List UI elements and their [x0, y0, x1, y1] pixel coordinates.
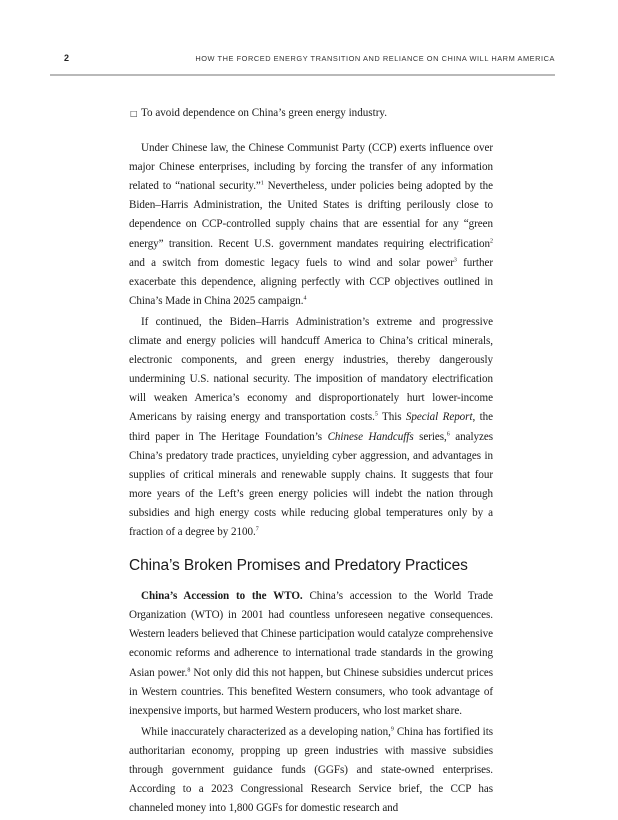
text-run: While inaccurately characterized as a developing nation,: [141, 725, 391, 738]
footnote-ref[interactable]: 7: [255, 526, 259, 533]
text-run: Nevertheless, under policies being adopted by the Biden–Harris Administration, the United States is drifting perilously close to dependence on CCP-controlled supply chains that are essential for any “green energy” transition. Recent U.S. government mandates requiring electrification: [129, 180, 493, 250]
text-run: series,: [413, 430, 447, 443]
footnote-ref[interactable]: 6: [446, 430, 450, 437]
text-run: Under Chinese law, the Chinese Communist Party (CCP) exerts influence over major Chinese enterprises, including by forcing the transfer of any information related to “national security.”: [129, 142, 493, 193]
paragraph-4: [129, 723, 493, 818]
run-in-heading: China’s Accession to the WTO.: [141, 590, 303, 603]
text-run: If continued, the Biden–Harris Administration’s extreme and progressive climate and energy policies will handcuff America to China’s critical minerals, electronic components, and green energy industries, thereby dangerously undermining U.S. national security. The imposition of mandatory electrification will weaken America’s economy and disproportionately hurt lower-income Americans by raising energy and transportation costs.: [129, 315, 493, 424]
text-run: Not only did this not happen, but Chinese subsidies undercut prices in Western countries. This benefited Western consumers, who took advantage of inexpensive imports, but harmed Western producers, who lost market share.: [129, 666, 493, 717]
text-run: , the third paper in The Heritage Foundation’s: [129, 411, 493, 443]
footnote-ref[interactable]: 4: [303, 295, 307, 302]
paragraph-2: [129, 313, 493, 542]
text-run: further exacerbate this dependence, aligning perfectly with CCP objectives outlined in China’s Made in China 2025 campaign.: [129, 256, 493, 307]
text-run: and a switch from domestic legacy fuels to wind and solar power: [129, 256, 454, 269]
bullet-item: [129, 104, 493, 123]
series-title: Chinese Handcuffs: [327, 430, 414, 443]
header-rule: [50, 74, 555, 76]
paragraph-3: [129, 587, 493, 721]
footnote-ref[interactable]: 9: [390, 726, 394, 733]
text-run: China’s accession to the World Trade Organization (WTO) in 2001 had countless unforeseen negative consequences. Western leaders believed that Chinese participation would catalyze comprehensive economic reforms and adherence to international trade standards in the growing Asian power.: [129, 590, 494, 679]
footnote-ref[interactable]: 2: [490, 237, 493, 244]
text-run: analyzes China’s predatory trade practices, unyielding cyber aggression, and advantages in supplies of critical minerals and renewable supply chains. It suggests that four more years of the Left’s green energy policies will indebt the nation through subsidies and high energy costs while reducing global temperatures only by a fraction of a degree by 2100.: [129, 430, 493, 538]
text-run: China has fortified its authoritarian economy, propping up green industries with massive subsidies through government guidance funds (GGFs) and state-owned enterprises. According to a 2023 Congressional Research Service brief, the CCP has channeled money into 1,800 GGFs for domestic research and: [129, 725, 493, 815]
footnote-ref[interactable]: 1: [260, 180, 264, 187]
paragraph-1: [129, 139, 493, 311]
section-heading: China’s Broken Promises and Predatory Practices: [129, 557, 468, 575]
text-run: This: [377, 411, 406, 424]
running-title: HOW THE FORCED ENERGY TRANSITION AND RELIANCE ON CHINA WILL HARM AMERICA: [195, 54, 555, 63]
footnote-ref[interactable]: 5: [374, 411, 378, 418]
square-bullet-icon: □: [130, 109, 138, 118]
footnote-ref[interactable]: 8: [187, 666, 191, 673]
footnote-ref[interactable]: 3: [453, 256, 457, 263]
page-number: 2: [64, 53, 70, 63]
body-text: [129, 104, 493, 820]
page-header: [50, 46, 555, 70]
bullet-text: To avoid dependence on China’s green energy industry.: [141, 107, 387, 119]
report-title: Special Report: [405, 411, 473, 424]
